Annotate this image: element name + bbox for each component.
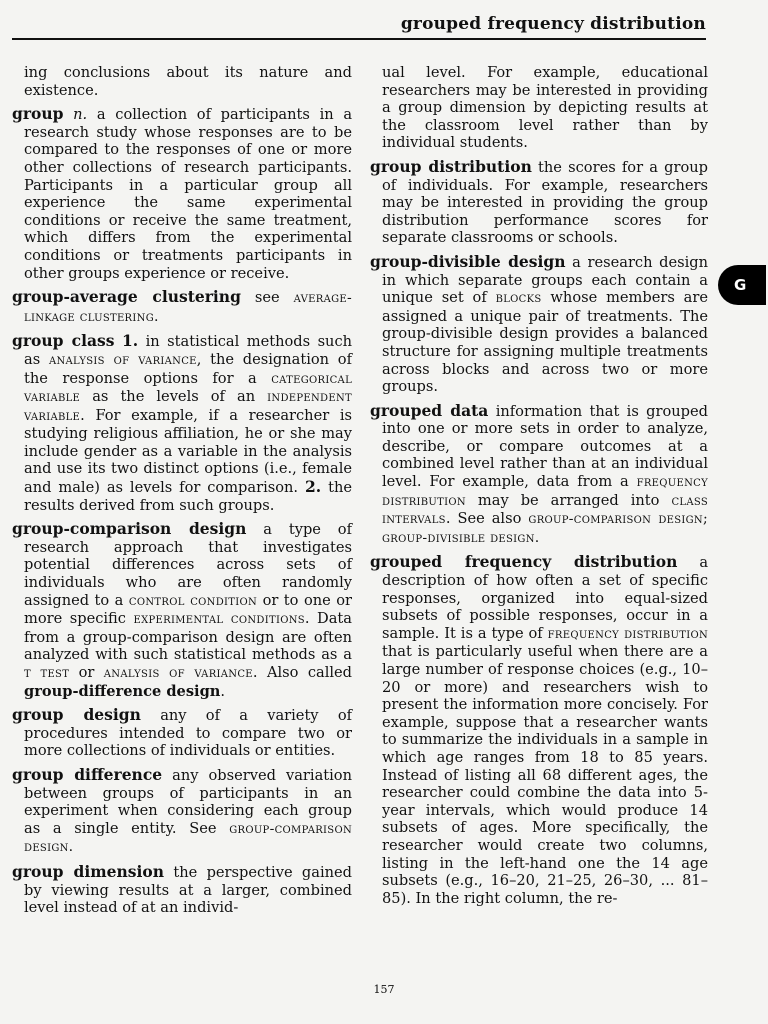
entry-grouped-data bbox=[370, 402, 708, 548]
headword: grouped data bbox=[370, 400, 489, 420]
cross-reference: analysis of variance bbox=[103, 665, 253, 681]
definition-part: , the designation of the response options for a bbox=[24, 350, 352, 387]
headword: group difference bbox=[12, 764, 163, 784]
also-called-term: group-difference design bbox=[24, 682, 221, 700]
cross-reference: independent variable bbox=[24, 389, 352, 424]
continued-text bbox=[12, 64, 352, 99]
headword: group distribution bbox=[370, 156, 532, 176]
cross-reference: analysis of variance bbox=[48, 351, 197, 368]
definition: any observed variation between groups of participants in an experiment when considering each group as a single entity. See bbox=[24, 766, 352, 837]
entry-group bbox=[12, 105, 352, 282]
definition-part: . Also called bbox=[252, 664, 353, 681]
header-rule bbox=[12, 38, 706, 40]
entry-group-distribution bbox=[370, 158, 708, 247]
headword: group-average clustering bbox=[12, 287, 241, 307]
definition-part: as the levels of an bbox=[92, 388, 256, 406]
entry-grouped-frequency-distribution bbox=[370, 553, 708, 907]
definition-part: in statistical methods such as bbox=[24, 333, 353, 368]
thumb-index-tab: G bbox=[718, 265, 766, 305]
headword: group class bbox=[12, 331, 115, 351]
sense-number: 1. bbox=[121, 331, 139, 351]
definition-part: the results derived from such groups. bbox=[24, 479, 352, 514]
definition-part: information that is grouped into one or more sets in order to analyze, describe, or compare outcomes at a combined level rather than at an individual level. For example, data from a bbox=[382, 402, 709, 491]
definition-part: a research design in which separate groups each contain a unique set of bbox=[382, 253, 709, 307]
headword: group-comparison design bbox=[12, 519, 247, 539]
part-of-speech: n. bbox=[73, 106, 88, 124]
headword: group-divisible design bbox=[370, 251, 566, 271]
sense-number: 2. bbox=[304, 477, 322, 497]
definition-part: . For example, if a researcher is studying religious affiliation, he or she may include gender as a variable in the analysis and use its two distinct options (i.e., female and male) as levels for comparison. bbox=[24, 406, 352, 497]
cross-reference: experimental conditions bbox=[133, 611, 305, 628]
headword: group dimension bbox=[12, 861, 165, 881]
entry-group-average-clustering bbox=[12, 288, 352, 326]
definition: a collection of participants in a research study whose responses are to be compared to the responses of one or more other collections of research participants. Participants in a particular group all experience the same experimental conditions or receive the same treatment, which differs from the experimental conditions or treatments participants in other groups experience or receive. bbox=[24, 106, 353, 282]
definition: any of a variety of procedures intended to compare two or more collections of individuals or entities. bbox=[24, 707, 353, 760]
entry-group-class bbox=[12, 332, 352, 514]
definition: the perspective gained by viewing results at a larger, combined level instead of at an individ- bbox=[24, 863, 352, 917]
cross-reference: t test bbox=[24, 665, 70, 681]
entry-group-design bbox=[12, 706, 352, 760]
cross-reference: frequency distribution bbox=[382, 474, 709, 509]
continued-text-body: ual level. For example, educational researchers may be interested in providing a group dimension by depicting results at the classroom level rather than by individual students. bbox=[382, 64, 708, 152]
entry-group-difference bbox=[12, 766, 352, 857]
right-column bbox=[370, 64, 708, 913]
definition-part: . bbox=[220, 682, 226, 700]
left-column bbox=[12, 64, 352, 923]
entry-group-divisible-design bbox=[370, 253, 708, 396]
cross-reference: blocks bbox=[495, 290, 542, 307]
definition-part: may be arranged into bbox=[477, 491, 660, 509]
cross-reference: average-linkage clustering. bbox=[24, 290, 353, 325]
cross-reference: group-comparison design. bbox=[24, 820, 353, 856]
entry-group-comparison-design bbox=[12, 520, 352, 700]
cross-reference: control condition bbox=[128, 592, 258, 609]
definition-part: . See also bbox=[445, 510, 522, 528]
running-head: grouped frequency distribution bbox=[400, 14, 706, 34]
cross-reference: class intervals bbox=[382, 492, 708, 528]
definition-part: a description of how often a set of specific responses, organized into equal-sized subsets of possible responses, occur in a sample. It is a type of bbox=[382, 554, 709, 642]
definition-part: whose members are assigned a unique pair of treatments. The group-divisible design provides a balanced structure for assigning multiple treatments across blocks and across two or more groups. bbox=[382, 289, 709, 396]
headword: group design bbox=[12, 705, 141, 725]
definition-part: or to one or more specific bbox=[24, 591, 353, 628]
entry-group-dimension bbox=[12, 863, 352, 917]
cross-reference: categorical variable bbox=[24, 370, 353, 406]
headword: group bbox=[12, 104, 64, 124]
continued-text-body: ing conclusions about its nature and existence. bbox=[24, 64, 352, 99]
definition-part: . Data from a group-comparison design are often analyzed with such statistical methods as a bbox=[24, 610, 353, 664]
definition-part: a type of research approach that investigates potential differences across sets of individuals who are often randomly assigned to a bbox=[24, 521, 352, 609]
page-number: 157 bbox=[373, 983, 395, 996]
cross-reference: frequency distribution bbox=[547, 625, 709, 642]
definition: the scores for a group of individuals. For example, researchers may be interested in providing the group distribution performance scores for separate classrooms or schools. bbox=[382, 158, 709, 247]
definition-part: or bbox=[78, 664, 95, 681]
definition-part: that is particularly useful when there are a large number of response choices (e.g., 10–20 or more) and researchers wish to present the information more concisely. For example, suppose that a researcher wants to summarize the individuals in a sample in which age ranges from 18 to 85 years. Instead of listing all 68 different ages, the researcher could combine the data into 5-year intervals, which would produce 14 subsets of ages. More specifically, the researcher would create two columns, listing in the left-hand one the 14 age subsets (e.g., 16–20, 21–25, 26–30, ... 81–85). In the right column, the re- bbox=[382, 643, 708, 907]
cross-reference: group-comparison design; group-divisible design. bbox=[382, 511, 708, 546]
continued-text bbox=[370, 64, 708, 152]
headword: grouped frequency distribution bbox=[370, 552, 678, 572]
see-label: see bbox=[254, 289, 280, 307]
